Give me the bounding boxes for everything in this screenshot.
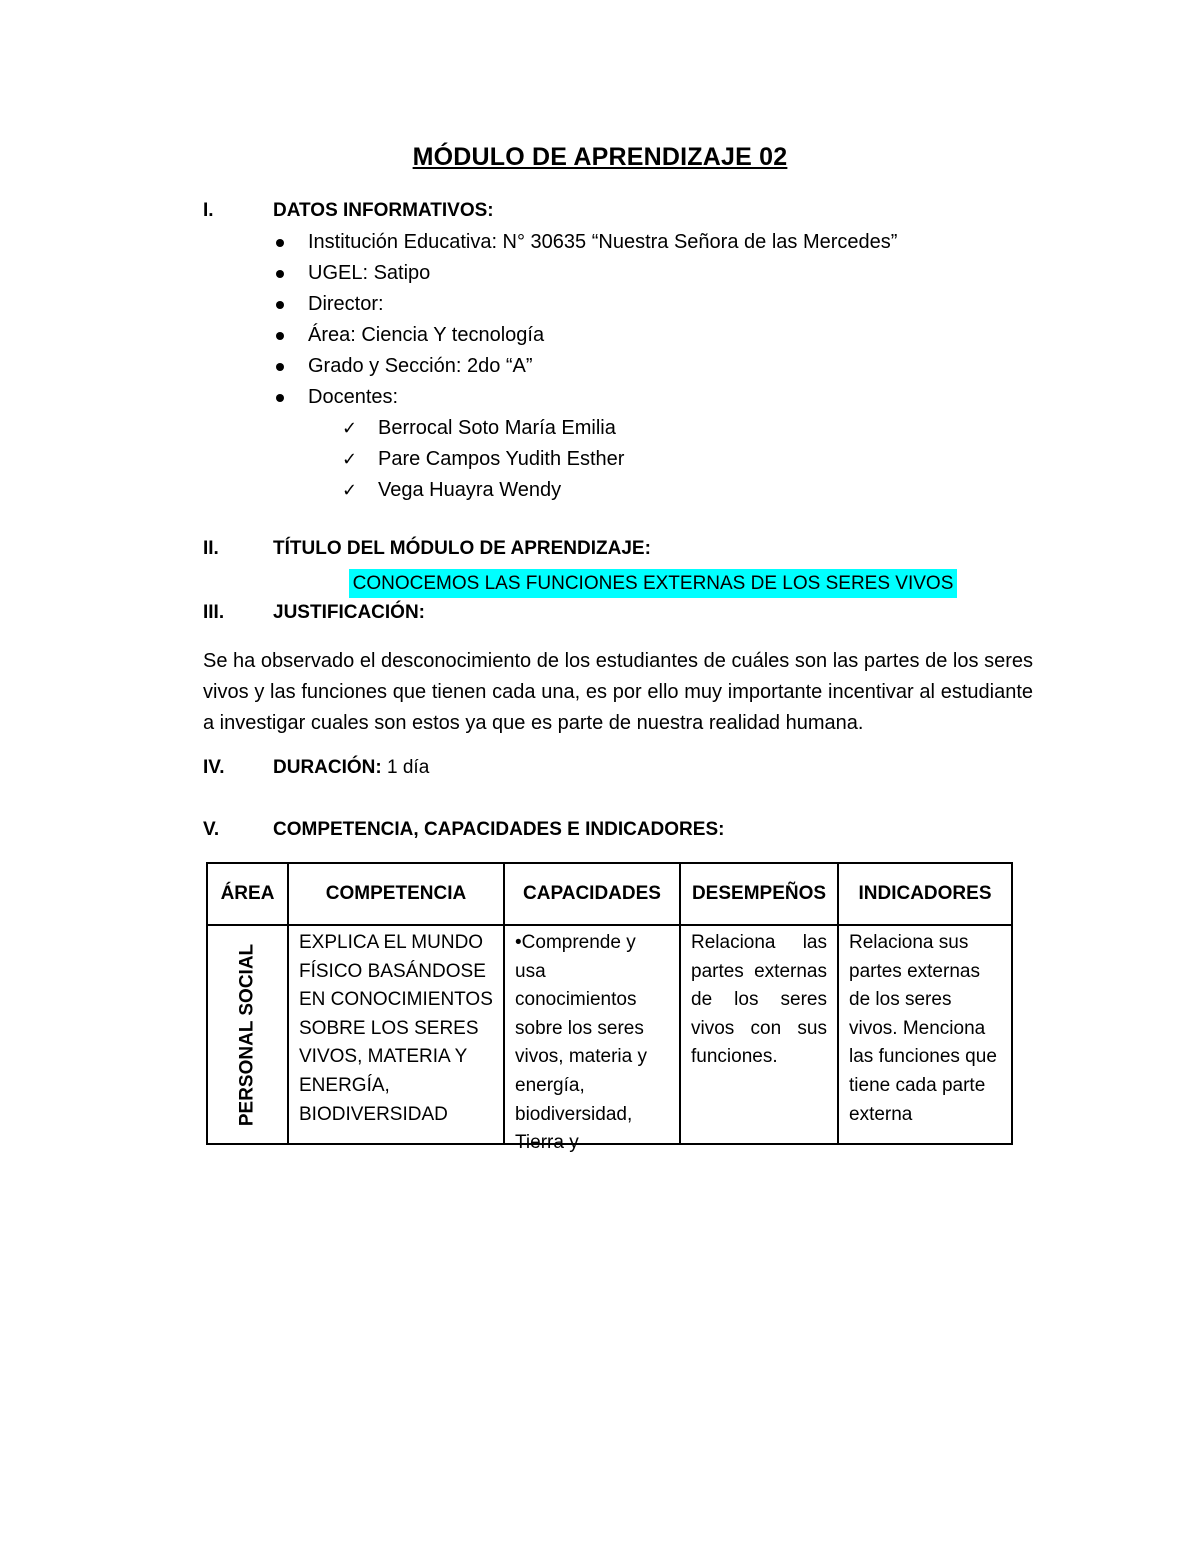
header-capacidades: CAPACIDADES xyxy=(504,863,680,925)
area-label-vertical: PERSONAL SOCIAL xyxy=(236,943,258,1126)
cell-area xyxy=(207,925,288,1144)
bullet-icon xyxy=(276,301,284,309)
table-row xyxy=(207,925,1012,1144)
bullet-icon xyxy=(276,332,284,340)
section-number: II. xyxy=(203,538,219,559)
justification-paragraph: Se ha observado el desconocimiento de los estudiantes de cuáles son las partes de los seres vivos y las funciones que tienen cada una, es por ello muy importante incentivar al estudiante a investigar cuales son estos ya que es parte de nuestra realidad humana. xyxy=(203,650,1033,734)
table-header-row xyxy=(207,863,1012,925)
module-subtitle-wrap xyxy=(0,569,1200,598)
section-justificacion xyxy=(203,602,425,624)
bullet-icon xyxy=(276,394,284,402)
cell-desempenos: Relaciona las partes externas de los seres vivos con sus funciones. xyxy=(680,925,838,1144)
section-datos-informativos xyxy=(203,200,494,222)
cell-competencia: EXPLICA EL MUNDO FÍSICO BASÁNDOSE EN CONOCIMIENTOS SOBRE LOS SERES VIVOS, MATERIA Y ENERGÍA, BIODIVERSIDAD xyxy=(288,925,504,1144)
header-competencia: COMPETENCIA xyxy=(288,863,504,925)
bullet-icon xyxy=(276,270,284,278)
bullet-icon xyxy=(276,239,284,247)
list-item: Docentes: xyxy=(270,382,897,413)
header-desempenos: DESEMPEÑOS xyxy=(680,863,838,925)
teacher-item: ✓ Vega Huayra Wendy xyxy=(340,475,624,506)
section-heading: JUSTIFICACIÓN: xyxy=(273,602,425,623)
cell-indicadores: Relaciona sus partes externas de los seres vivos. Menciona las funciones que tiene cada parte externa xyxy=(838,925,1012,1144)
document-title: MÓDULO DE APRENDIZAJE 02 xyxy=(412,143,788,171)
list-item: Grado y Sección: 2do “A” xyxy=(270,351,897,382)
list-item: Área: Ciencia Y tecnología xyxy=(270,320,897,351)
cell-capacidades: •Comprende y usa conocimientos sobre los seres vivos, materia y energía, biodiversidad, Tierra y xyxy=(504,925,680,1144)
section-heading: DATOS INFORMATIVOS: xyxy=(273,200,494,221)
teacher-item: ✓ Berrocal Soto María Emilia xyxy=(340,413,624,444)
list-item: UGEL: Satipo xyxy=(270,258,897,289)
checkmark-icon: ✓ xyxy=(342,418,358,439)
section-heading: TÍTULO DEL MÓDULO DE APRENDIZAJE: xyxy=(273,538,651,559)
duration-value: 1 día xyxy=(387,757,430,778)
section-heading: DURACIÓN: xyxy=(273,757,382,778)
list-item: Director: xyxy=(270,289,897,320)
teacher-item: ✓ Pare Campos Yudith Esther xyxy=(340,444,624,475)
checkmark-icon: ✓ xyxy=(342,480,358,501)
module-subtitle: CONOCEMOS LAS FUNCIONES EXTERNAS DE LOS SERES VIVOS xyxy=(349,569,958,598)
section-duracion xyxy=(203,757,429,779)
header-indicadores: INDICADORES xyxy=(838,863,1012,925)
bullet-icon xyxy=(276,363,284,371)
section-number: IV. xyxy=(203,757,225,778)
section-titulo xyxy=(203,538,651,560)
section-competencias xyxy=(203,819,724,841)
section-number: V. xyxy=(203,819,220,840)
list-item: Institución Educativa: N° 30635 “Nuestra Señora de las Mercedes” xyxy=(270,227,897,258)
info-list xyxy=(270,227,897,413)
competencies-table xyxy=(206,862,1013,1154)
section-heading: COMPETENCIA, CAPACIDADES E INDICADORES: xyxy=(273,819,725,840)
header-area: ÁREA xyxy=(207,863,288,925)
teachers-list xyxy=(340,413,624,506)
checkmark-icon: ✓ xyxy=(342,449,358,470)
section-number: III. xyxy=(203,602,225,623)
section-number: I. xyxy=(203,200,214,221)
